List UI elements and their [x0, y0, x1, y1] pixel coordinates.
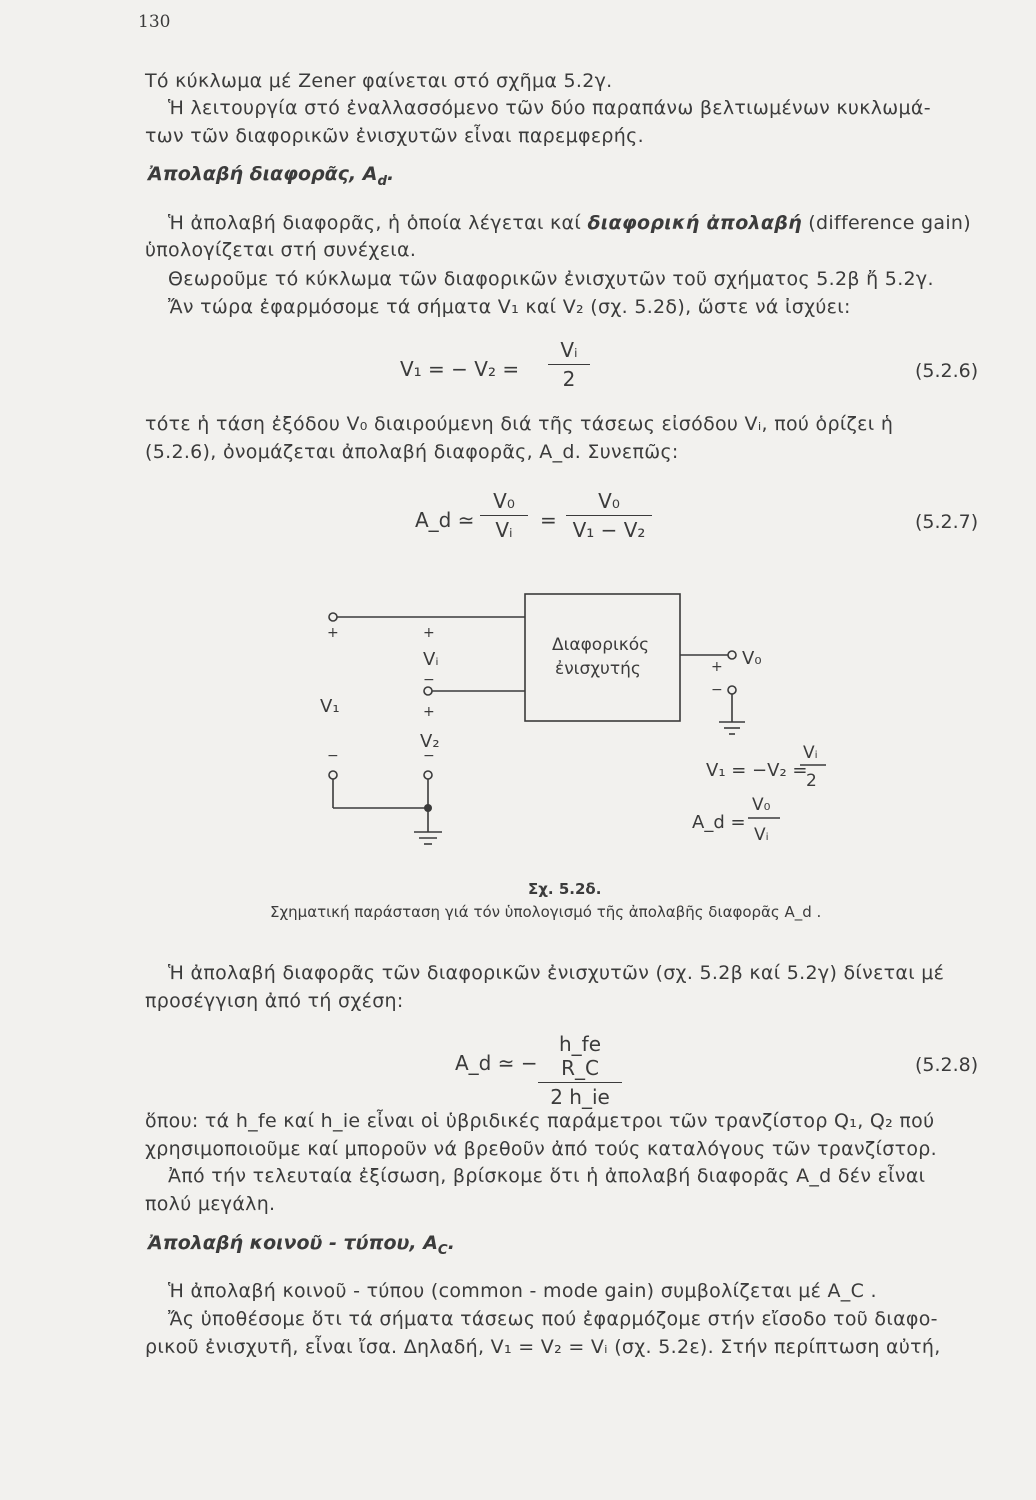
box-label-line1: Διαφορικός	[552, 635, 650, 655]
eq2-denominator-2: V₁ − V₂	[572, 518, 646, 542]
text-line: (5.2.6), ὀνομάζεται ἀπολαβή διαφορᾶς, A_d. Συνεπῶς:	[145, 441, 679, 463]
section-heading-difference-gain: Ἀπολαβή διαφορᾶς, $A_d$.	[148, 163, 395, 189]
relation2-num: V₀	[752, 795, 771, 815]
text-line: ρικοῦ ἐνισχυτῆ, εἶναι ἴσα. Δηλαδή, V₁ = V₂ = Vᵢ (σχ. 5.2ε). Στήν περίπτωση αὐτή,	[145, 1336, 941, 1358]
text-line: ὅπου: τά h_fe καί h_ie εἶναι οἱ ὑβριδικές παράμετροι τῶν τρανζίστορ Q₁, Q₂ πού	[145, 1110, 935, 1132]
text-line: των τῶν διαφορικῶν ἐνισχυτῶν εἶναι παρεμφερής.	[145, 125, 644, 147]
eq2-fraction-2	[566, 489, 652, 542]
figure-caption-text: Σχηματική παράσταση γιά τόν ὑπολογισμό τῆς ἀπολαβῆς διαφορᾶς A_d .	[270, 903, 822, 921]
label-minus: −	[423, 748, 435, 764]
section-heading-common-mode-gain: Ἀπολαβή κοινοῦ - τύπου, $A_C$.	[148, 1232, 455, 1258]
text-line: Ἄν τώρα ἐφαρμόσομε τά σήματα V₁ καί V₂ (σχ. 5.2δ), ὥστε νά ἰσχύει:	[168, 296, 851, 318]
eq3-lhs: A_d ≃ −	[455, 1051, 538, 1075]
relation2-den: Vᵢ	[754, 825, 769, 845]
eq2-lhs: A_d ≃	[415, 508, 475, 532]
text-line: Ἡ λειτουργία στό ἐναλλασσόμενο τῶν δύο παραπάνω βελτιωμένων κυκλωμά-	[168, 97, 931, 119]
terminal-v2-bottom	[424, 771, 432, 779]
junction-dot	[424, 804, 432, 812]
text-line: πολύ μεγάλη.	[145, 1193, 276, 1215]
label-vo: V₀	[742, 648, 762, 669]
text-line: Ἄς ὑποθέσομε ὅτι τά σήματα τάσεως πού ἐφαρμόζομε στήν εἴσοδο τοῦ διαφο-	[168, 1308, 938, 1330]
terminal-mid	[424, 687, 432, 695]
text-line: Ἡ ἀπολαβή διαφορᾶς τῶν διαφορικῶν ἐνισχυτῶν (σχ. 5.2β καί 5.2γ) δίνεται μέ	[168, 962, 945, 984]
equation-number: (5.2.8)	[915, 1054, 979, 1076]
fraction-bar	[538, 1082, 622, 1083]
eq1-denominator: 2	[562, 367, 576, 391]
text-line: προσέγγιση ἀπό τή σχέση:	[145, 990, 404, 1012]
eq2-numerator-1: V₀	[493, 489, 515, 513]
text-line: χρησιμοποιοῦμε καί μποροῦν νά βρεθοῦν ἀπό τούς καταλόγους τῶν τρανζίστορ.	[145, 1138, 937, 1160]
relation1-den: 2	[806, 771, 817, 791]
fraction-bar	[548, 364, 590, 365]
label-v1: V₁	[320, 696, 340, 717]
page-number: 130	[138, 12, 171, 32]
label-minus: −	[423, 672, 435, 688]
eq2-fraction-1	[480, 489, 528, 542]
eq3-denominator: 2 h_ie	[550, 1085, 610, 1109]
eq3-numerator: h_fe R_C	[558, 1032, 602, 1080]
terminal-v1-top	[329, 613, 337, 621]
terminal-output	[728, 651, 736, 659]
terminal-v1-bottom	[329, 771, 337, 779]
figure-caption-label: Σχ. 5.2δ.	[528, 880, 602, 898]
terminal-output-ground	[728, 686, 736, 694]
equation-number: (5.2.6)	[915, 360, 979, 382]
text-line: Ἡ ἀπολαβή κοινοῦ - τύπου (common - mode gain) συμβολίζεται μέ A_C .	[168, 1280, 877, 1302]
box-label-line2: ἐνισχυτής	[555, 659, 641, 679]
text-line: Θεωροῦμε τό κύκλωμα τῶν διαφορικῶν ἐνισχυτῶν τοῦ σχήματος 5.2β ἤ 5.2γ.	[168, 268, 934, 290]
label-minus: −	[327, 748, 339, 764]
relation2-lhs: A_d =	[692, 812, 746, 833]
eq1-lhs: V₁ = − V₂ =	[400, 357, 520, 381]
label-vi: Vᵢ	[423, 649, 439, 670]
text-line: Ἡ ἀπολαβή διαφορᾶς, ἡ ὁποία λέγεται καί διαφορική ἀπολαβή (difference gain)	[168, 212, 971, 234]
amplifier-box	[525, 594, 680, 721]
relation1-lhs: V₁ = −V₂ =	[706, 760, 808, 781]
label-v2: V₂	[420, 731, 440, 752]
eq2-equals: =	[540, 508, 557, 532]
eq1-numerator: Vᵢ	[560, 338, 578, 362]
text-line: τότε ἡ τάση ἐξόδου V₀ διαιρούμενη διά τῆς τάσεως εἰσόδου Vᵢ, πού ὁρίζει ἡ	[145, 413, 894, 435]
text-line: ὑπολογίζεται στή συνέχεια.	[145, 239, 417, 261]
equation-number: (5.2.7)	[915, 511, 979, 533]
eq3-fraction	[538, 1032, 622, 1109]
label-plus: +	[423, 704, 435, 720]
eq2-numerator-2: V₀	[598, 489, 620, 513]
fraction-bar	[566, 515, 652, 516]
circuit-diagram	[0, 580, 1036, 880]
relation1-num: Vᵢ	[803, 743, 818, 763]
eq1-fraction	[548, 338, 590, 391]
label-plus: +	[711, 659, 723, 675]
label-plus: +	[423, 625, 435, 641]
fraction-bar	[480, 515, 528, 516]
text-line: Τό κύκλωμα μέ Zener φαίνεται στό σχῆμα 5.2γ.	[145, 70, 613, 92]
eq2-denominator-1: Vᵢ	[495, 518, 513, 542]
label-plus: +	[327, 625, 339, 641]
label-minus: −	[711, 682, 723, 698]
text-line: Ἀπό τήν τελευταία ἐξίσωση, βρίσκομε ὅτι ἡ ἀπολαβή διαφορᾶς A_d δέν εἶναι	[168, 1165, 926, 1187]
